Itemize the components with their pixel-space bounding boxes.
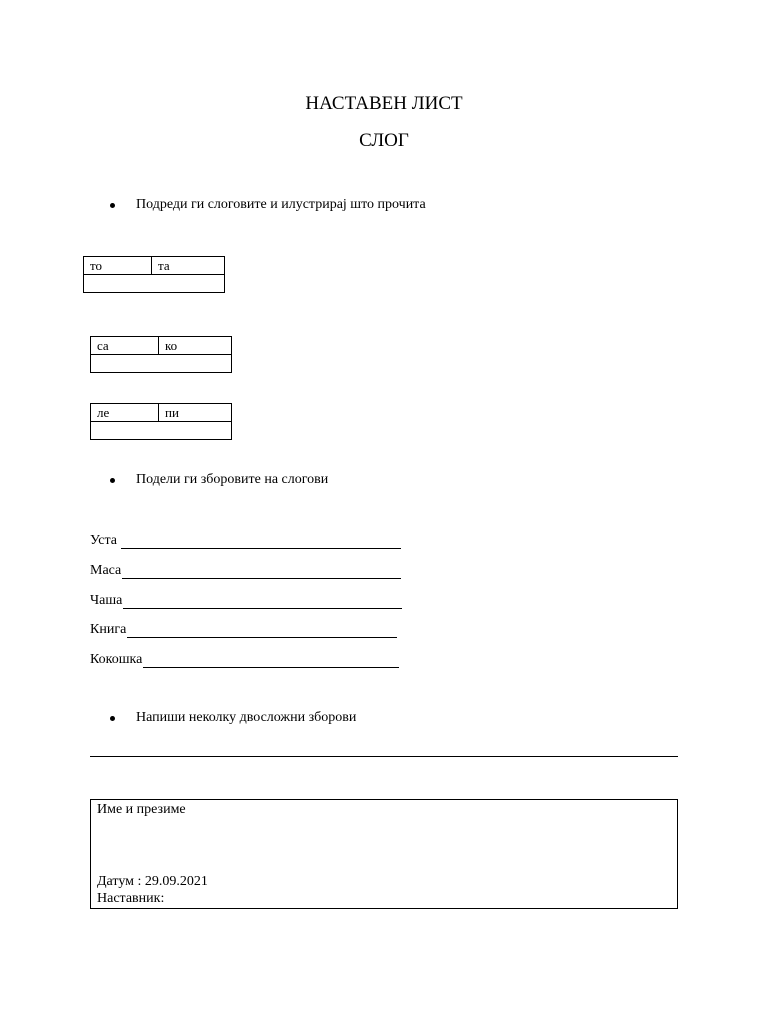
student-info-box	[90, 799, 678, 909]
worksheet-subtitle: СЛОГ	[359, 130, 409, 151]
syllable-cell: са	[91, 337, 159, 355]
task-1	[110, 197, 426, 213]
word-label: Книга	[90, 622, 127, 637]
answer-line[interactable]	[127, 624, 397, 638]
bullet-icon	[110, 203, 115, 208]
answer-line[interactable]	[122, 565, 401, 579]
bullet-icon	[110, 478, 115, 483]
word-label: Уста	[90, 533, 117, 548]
word-row	[90, 561, 401, 579]
syllable-table	[90, 403, 232, 440]
syllable-cell: ле	[91, 404, 159, 422]
task-2-text: Подели ги зборовите на слогови	[136, 472, 329, 487]
answer-line[interactable]	[121, 535, 401, 549]
syllable-cell: ко	[159, 337, 232, 355]
date-label: Датум : 29.09.2021	[97, 874, 208, 889]
answer-line[interactable]	[90, 756, 678, 757]
syllable-cell: то	[84, 257, 152, 275]
answer-cell[interactable]	[84, 275, 225, 293]
word-label: Чаша	[90, 593, 123, 608]
task-3	[110, 710, 356, 726]
syllable-cell: та	[152, 257, 225, 275]
teacher-label: Наставник:	[97, 891, 165, 906]
word-row	[90, 650, 399, 668]
word-label: Кокошка	[90, 652, 143, 667]
word-row	[90, 591, 402, 609]
answer-cell[interactable]	[91, 422, 232, 440]
bullet-icon	[110, 716, 115, 721]
name-label: Име и презиме	[97, 802, 186, 817]
answer-cell[interactable]	[91, 355, 232, 373]
word-row	[90, 620, 397, 638]
task-3-text: Напиши неколку двосложни зборови	[136, 710, 357, 725]
word-label: Маса	[90, 563, 122, 578]
task-1-text: Подреди ги слоговите и илустрирај што прочита	[136, 197, 426, 212]
task-2	[110, 472, 328, 488]
word-row	[90, 531, 401, 549]
syllable-table	[90, 336, 232, 373]
answer-line[interactable]	[143, 654, 399, 668]
syllable-cell: пи	[159, 404, 232, 422]
answer-line[interactable]	[123, 595, 402, 609]
syllable-table	[83, 256, 225, 293]
worksheet-title: НАСТАВЕН ЛИСТ	[305, 93, 463, 114]
